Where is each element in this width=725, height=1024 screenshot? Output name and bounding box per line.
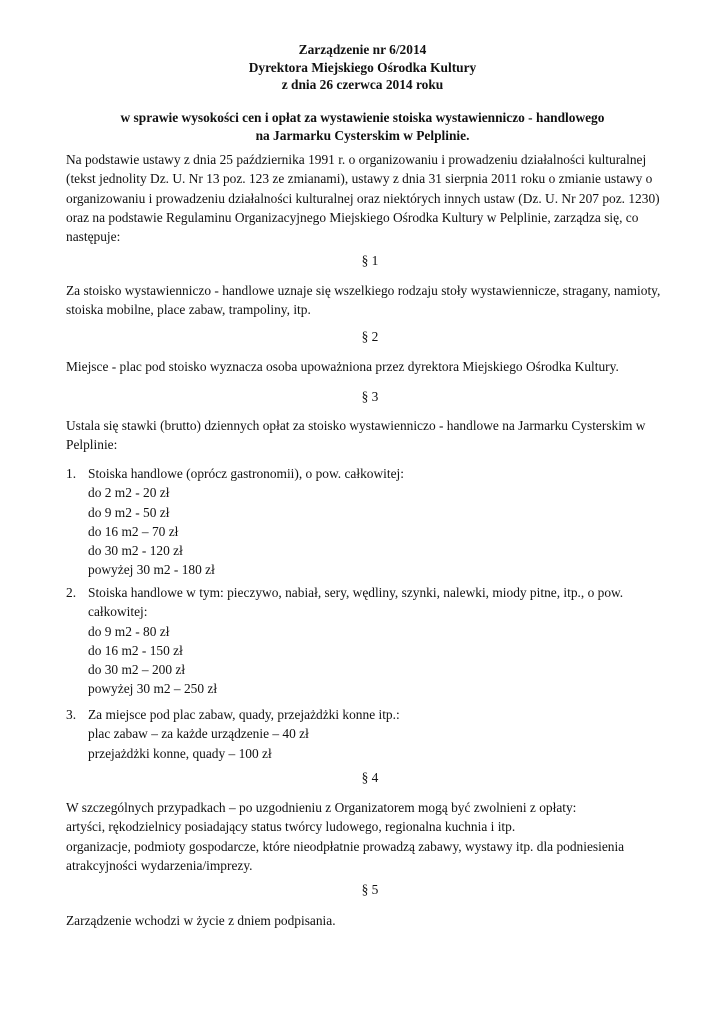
text-line: W szczególnych przypadkach – po uzgodnieniu z Organizatorem mogą być zwolnieni z opłaty: — [66, 800, 577, 815]
text-line: Miejsce - plac pod stoisko wyznacza osoba upoważniona przez dyrektora Miejskiego Ośrodka Kultury. — [66, 359, 619, 374]
fee-rate: do 2 m2 - 20 zł — [88, 485, 170, 501]
section-5-text — [66, 911, 676, 930]
list-item-title: Stoiska handlowe (oprócz gastronomii), o pow. całkowitej: — [88, 466, 404, 481]
section-mark-3: § 3 — [361, 389, 379, 404]
section-mark-2: § 2 — [361, 329, 379, 344]
fee-list-item-3 — [88, 705, 678, 763]
section-3-text — [66, 416, 676, 455]
text-line: organizowaniu i prowadzeniu działalności kulturalnej oraz niektórych innych ustaw (Dz. U. Nr 207 poz. 1230) — [66, 190, 660, 206]
section-4-text — [66, 798, 676, 875]
text-line: Pelplinie: — [66, 437, 118, 453]
document-subject — [0, 109, 725, 144]
fee-rate: plac zabaw – za każde urządzenie – 40 zł — [88, 726, 309, 742]
title-line: Dyrektora Miejskiego Ośrodka Kultury — [248, 59, 477, 75]
fee-rate: powyżej 30 m2 - 180 zł — [88, 562, 215, 578]
intro-paragraph — [66, 150, 676, 246]
section-mark-1: § 1 — [361, 253, 379, 268]
fee-rate: do 30 m2 – 200 zł — [88, 662, 186, 678]
text-line: organizacje, podmioty gospodarcze, które nieodpłatnie prowadzą zabawy, wystawy itp. dla podniesienia — [66, 838, 625, 854]
fee-rate: powyżej 30 m2 – 250 zł — [88, 681, 218, 697]
list-item-title: całkowitej: — [88, 604, 148, 620]
fee-rate: do 16 m2 – 70 zł — [88, 523, 179, 539]
section-mark-4: § 4 — [361, 770, 379, 785]
section-2-text — [66, 357, 676, 376]
text-line: Zarządzenie wchodzi w życie z dniem podpisania. — [66, 913, 336, 928]
text-line: atrakcyjności wydarzenia/imprezy. — [66, 857, 253, 873]
list-item-number: 1. — [66, 466, 77, 481]
text-line: stoiska mobilne, place zabaw, trampoliny, itp. — [66, 302, 311, 318]
fee-list-item-2 — [88, 583, 678, 699]
list-item-title: Stoiska handlowe w tym: pieczywo, nabiał, sery, wędliny, szynki, nalewki, miody pitne, itp., o pow. — [88, 585, 624, 600]
fee-rate: przejażdżki konne, quady – 100 zł — [88, 745, 272, 761]
fee-rate: do 9 m2 - 80 zł — [88, 623, 170, 639]
subject-line: na Jarmarku Cysterskim w Pelplinie. — [255, 127, 470, 143]
section-mark-5: § 5 — [361, 882, 379, 897]
section-1-text — [66, 281, 676, 320]
text-line: Za stoisko wystawienniczo - handlowe uznaje się wszelkiego rodzaju stoły wystawiennicze, stragany, namioty, — [66, 283, 661, 298]
title-line: z dnia 26 czerwca 2014 roku — [281, 77, 444, 92]
fee-list-item-1 — [88, 464, 678, 580]
fee-rate: do 30 m2 - 120 zł — [88, 543, 183, 559]
list-item-title: Za miejsce pod plac zabaw, quady, przejażdżki konne itp.: — [88, 707, 400, 722]
text-line: oraz na podstawie Regulaminu Organizacyjnego Miejskiego Ośrodka Kultury w Pelplinie, zarządza się, co — [66, 209, 639, 225]
subject-line: w sprawie wysokości cen i opłat za wystawienie stoiska wystawienniczo - handlowego — [120, 110, 605, 125]
text-line: następuje: — [66, 229, 121, 245]
text-line: (tekst jednolity Dz. U. Nr 13 poz. 123 ze zmianami), ustawy z dnia 31 sierpnia 2011 roku o zmianie ustawy o — [66, 171, 653, 187]
text-line: Na podstawie ustawy z dnia 25 października 1991 r. o organizowaniu i prowadzeniu działalności kulturalnej — [66, 152, 647, 167]
list-item-number: 2. — [66, 585, 77, 600]
document-title — [0, 41, 725, 94]
text-line: artyści, rękodzielnicy posiadający status twórcy ludowego, regionalna kuchnia i itp. — [66, 819, 516, 835]
fee-rate: do 16 m2 - 150 zł — [88, 642, 183, 658]
title-line: Zarządzenie nr 6/2014 — [298, 42, 427, 57]
fee-rate: do 9 m2 - 50 zł — [88, 504, 170, 520]
list-item-number: 3. — [66, 707, 77, 722]
text-line: Ustala się stawki (brutto) dziennych opłat za stoisko wystawienniczo - handlowe na Jarmarku Cysterskim w — [66, 418, 646, 433]
